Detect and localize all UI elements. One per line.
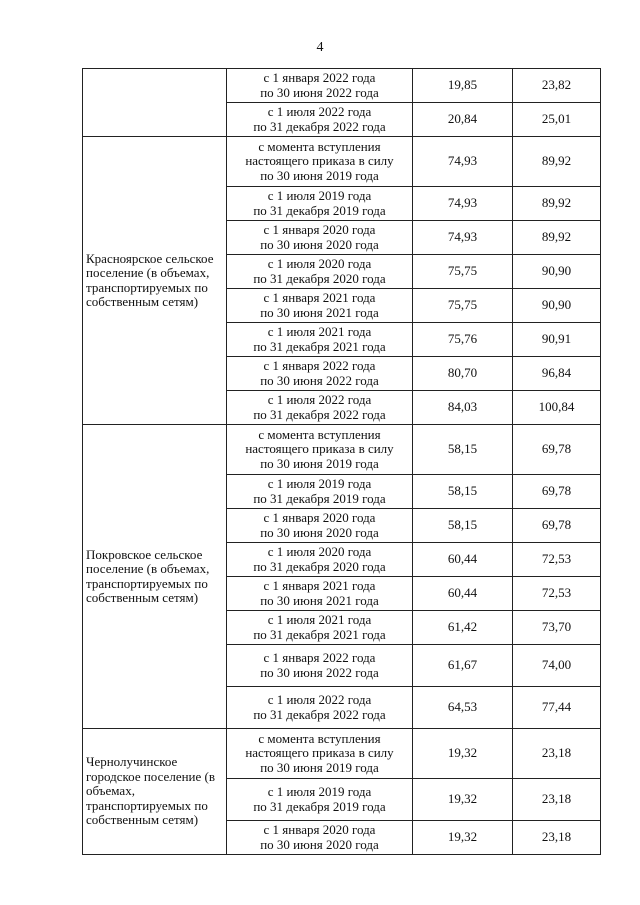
settlement-cell: Покровское сельское поселение (в объемах, транспортируемых по собственным сетям) [83, 425, 227, 729]
period-line: с 1 июля 2022 года [267, 104, 372, 119]
period-cell [227, 509, 413, 543]
tariff-value-cell: 19,85 [413, 69, 513, 103]
page-number: 4 [316, 40, 324, 55]
period-line: по 31 декабря 2021 года [253, 626, 386, 642]
tariff-value-cell: 20,84 [413, 103, 513, 137]
tariff-value-cell: 19,32 [413, 779, 513, 821]
period-line: с 1 января 2022 года [263, 70, 376, 85]
period-line: с 1 июля 2022 года [267, 692, 372, 707]
period-line: настоящего приказа в силу [245, 153, 394, 169]
period-line: с 1 июля 2020 года [267, 544, 372, 559]
settlement-cell: Красноярское сельское поселение (в объемах, транспортируемых по собственным сетям) [83, 137, 227, 425]
period-line: с 1 января 2021 года [263, 578, 376, 593]
period-line: по 30 июня 2019 года [260, 759, 379, 775]
period-cell [227, 323, 413, 357]
period-line: с 1 июля 2020 года [267, 256, 372, 271]
table-row [83, 729, 601, 779]
tariff-vat-value-cell: 23,18 [513, 729, 601, 779]
period-line: с момента вступления [258, 138, 381, 154]
period-line: по 30 июня 2021 года [260, 304, 379, 320]
tariff-vat-value-cell: 72,53 [513, 577, 601, 611]
period-line: с момента вступления [258, 426, 381, 442]
period-cell [227, 187, 413, 221]
tariff-value-cell: 84,03 [413, 391, 513, 425]
period-cell [227, 687, 413, 729]
tariff-value-cell: 61,67 [413, 645, 513, 687]
tariff-value-cell: 60,44 [413, 543, 513, 577]
table-row [83, 137, 601, 187]
tariff-value-cell: 75,76 [413, 323, 513, 357]
tariff-value-cell: 58,15 [413, 425, 513, 475]
tariff-vat-value-cell: 23,82 [513, 69, 601, 103]
period-cell [227, 543, 413, 577]
period-line: с момента вступления [258, 730, 381, 746]
period-line: по 31 декабря 2019 года [253, 202, 386, 218]
period-line: по 31 декабря 2022 года [253, 706, 386, 722]
tariff-vat-value-cell: 69,78 [513, 509, 601, 543]
tariff-vat-value-cell: 90,90 [513, 255, 601, 289]
period-line: по 31 декабря 2019 года [253, 798, 386, 814]
period-line: с 1 января 2022 года [263, 650, 376, 665]
period-cell [227, 577, 413, 611]
period-line: с 1 января 2020 года [263, 222, 376, 237]
period-line: с 1 июля 2019 года [267, 476, 372, 491]
period-cell [227, 391, 413, 425]
period-line: по 30 июня 2020 года [260, 524, 379, 540]
period-cell [227, 729, 413, 779]
table-row [83, 425, 601, 475]
period-line: с 1 июля 2021 года [267, 612, 372, 627]
table-row [83, 69, 601, 103]
period-line: по 30 июня 2020 года [260, 836, 379, 852]
period-line: по 31 декабря 2019 года [253, 490, 386, 506]
tariff-table [82, 68, 601, 855]
period-line: с 1 июля 2019 года [267, 188, 372, 203]
period-cell [227, 69, 413, 103]
tariff-table-body [83, 69, 601, 855]
tariff-value-cell: 64,53 [413, 687, 513, 729]
period-cell [227, 425, 413, 475]
period-line: по 31 декабря 2020 года [253, 558, 386, 574]
period-line: с 1 января 2021 года [263, 290, 376, 305]
period-line: с 1 июля 2019 года [267, 784, 372, 799]
period-cell [227, 255, 413, 289]
period-line: с 1 января 2020 года [263, 822, 376, 837]
period-line: с 1 января 2022 года [263, 358, 376, 373]
tariff-vat-value-cell: 100,84 [513, 391, 601, 425]
period-line: по 31 декабря 2021 года [253, 338, 386, 354]
period-line: по 30 июня 2019 года [260, 455, 379, 471]
tariff-vat-value-cell: 74,00 [513, 645, 601, 687]
period-cell [227, 645, 413, 687]
tariff-value-cell: 74,93 [413, 137, 513, 187]
period-line: с 1 января 2020 года [263, 510, 376, 525]
period-cell [227, 357, 413, 391]
period-cell [227, 475, 413, 509]
tariff-value-cell: 60,44 [413, 577, 513, 611]
period-cell [227, 821, 413, 855]
period-cell [227, 137, 413, 187]
tariff-vat-value-cell: 77,44 [513, 687, 601, 729]
tariff-vat-value-cell: 23,18 [513, 821, 601, 855]
period-line: настоящего приказа в силу [245, 441, 394, 457]
period-line: по 30 июня 2019 года [260, 167, 379, 183]
tariff-value-cell: 74,93 [413, 187, 513, 221]
tariff-vat-value-cell: 69,78 [513, 425, 601, 475]
tariff-vat-value-cell: 89,92 [513, 137, 601, 187]
period-cell [227, 289, 413, 323]
period-line: настоящего приказа в силу [245, 745, 394, 761]
period-line: по 31 декабря 2022 года [253, 118, 386, 134]
period-line: по 30 июня 2021 года [260, 592, 379, 608]
period-cell [227, 103, 413, 137]
period-line: по 30 июня 2022 года [260, 664, 379, 680]
period-line: по 31 декабря 2020 года [253, 270, 386, 286]
period-line: с 1 июля 2021 года [267, 324, 372, 339]
tariff-vat-value-cell: 96,84 [513, 357, 601, 391]
tariff-value-cell: 61,42 [413, 611, 513, 645]
tariff-value-cell: 58,15 [413, 475, 513, 509]
tariff-vat-value-cell: 23,18 [513, 779, 601, 821]
tariff-vat-value-cell: 72,53 [513, 543, 601, 577]
tariff-value-cell: 75,75 [413, 289, 513, 323]
tariff-vat-value-cell: 73,70 [513, 611, 601, 645]
tariff-value-cell: 80,70 [413, 357, 513, 391]
period-cell [227, 221, 413, 255]
tariff-vat-value-cell: 90,90 [513, 289, 601, 323]
tariff-value-cell: 19,32 [413, 821, 513, 855]
tariff-value-cell: 58,15 [413, 509, 513, 543]
tariff-value-cell: 74,93 [413, 221, 513, 255]
period-cell [227, 611, 413, 645]
period-cell [227, 779, 413, 821]
tariff-vat-value-cell: 89,92 [513, 221, 601, 255]
tariff-value-cell: 19,32 [413, 729, 513, 779]
tariff-vat-value-cell: 89,92 [513, 187, 601, 221]
settlement-cell: Чернолучинское городское поселение (в объемах, транспортируемых по собственным сетям) [83, 729, 227, 855]
tariff-vat-value-cell: 90,91 [513, 323, 601, 357]
tariff-vat-value-cell: 69,78 [513, 475, 601, 509]
period-line: с 1 июля 2022 года [267, 392, 372, 407]
period-line: по 31 декабря 2022 года [253, 406, 386, 422]
settlement-cell [83, 69, 227, 137]
tariff-value-cell: 75,75 [413, 255, 513, 289]
period-line: по 30 июня 2020 года [260, 236, 379, 252]
period-line: по 30 июня 2022 года [260, 372, 379, 388]
period-line: по 30 июня 2022 года [260, 84, 379, 100]
tariff-vat-value-cell: 25,01 [513, 103, 601, 137]
